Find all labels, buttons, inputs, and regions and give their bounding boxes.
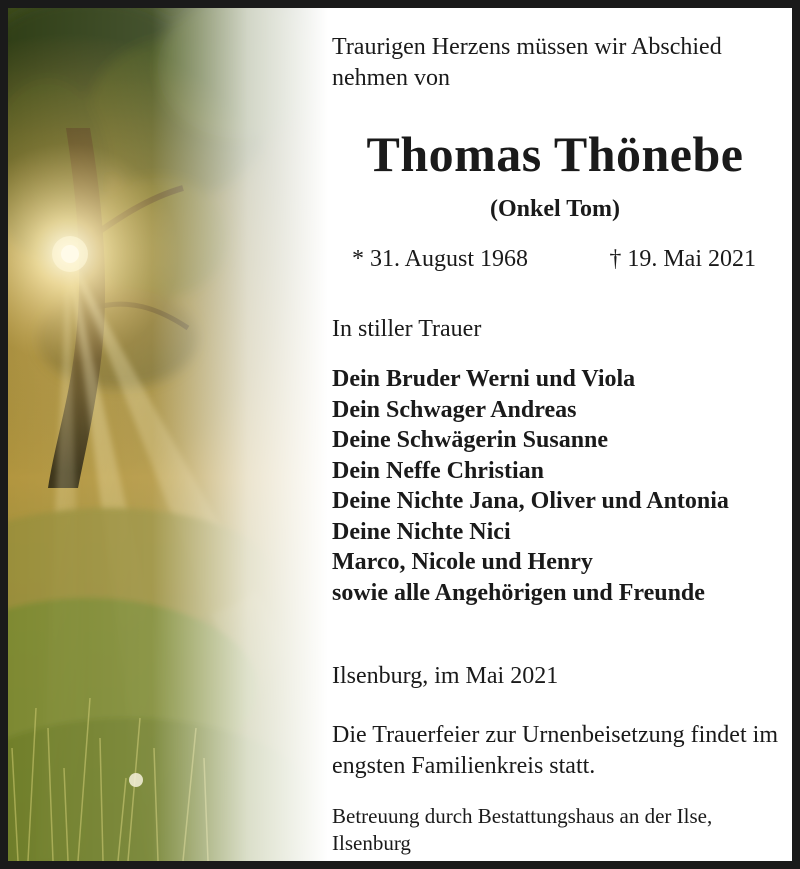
mourning-intro: In stiller Trauer xyxy=(332,316,482,342)
deceased-nickname: (Onkel Tom) xyxy=(489,196,621,222)
mourner-line: Marco, Nicole und Henry xyxy=(332,549,593,575)
mourners-list xyxy=(332,364,778,608)
life-dates xyxy=(352,244,756,274)
mourner-line: Dein Schwager Andreas xyxy=(332,396,577,423)
mourner-line: Deine Schwägerin Susanne xyxy=(332,427,609,453)
mourner-line: Deine Nichte Nici xyxy=(332,518,511,545)
death-date: † 19. Mai 2021 xyxy=(609,246,756,272)
birth-date: * 31. August 1968 xyxy=(352,246,529,272)
intro-text: Traurigen Herzens müssen wir Abschied nehmen von xyxy=(332,34,722,91)
mourner-line: Deine Nichte Jana, Oliver und Antonia xyxy=(332,488,729,514)
place-and-date: Ilsenburg, im Mai 2021 xyxy=(332,663,559,689)
deceased-name: Thomas Thönebe xyxy=(366,126,744,182)
mourner-line: Dein Bruder Werni und Viola xyxy=(332,366,636,392)
funeral-home-credit: Betreuung durch Bestattungshaus an der Ilse, Ilsenburg xyxy=(332,804,713,855)
notice-text xyxy=(332,32,778,857)
ceremony-info: Die Trauerfeier zur Urnenbeisetzung findet im engsten Familienkreis statt. xyxy=(332,722,778,779)
mourner-line: sowie alle Angehörigen und Freunde xyxy=(332,579,705,606)
mourner-line: Dein Neffe Christian xyxy=(332,457,544,484)
forest-sunlight-image xyxy=(8,8,328,861)
